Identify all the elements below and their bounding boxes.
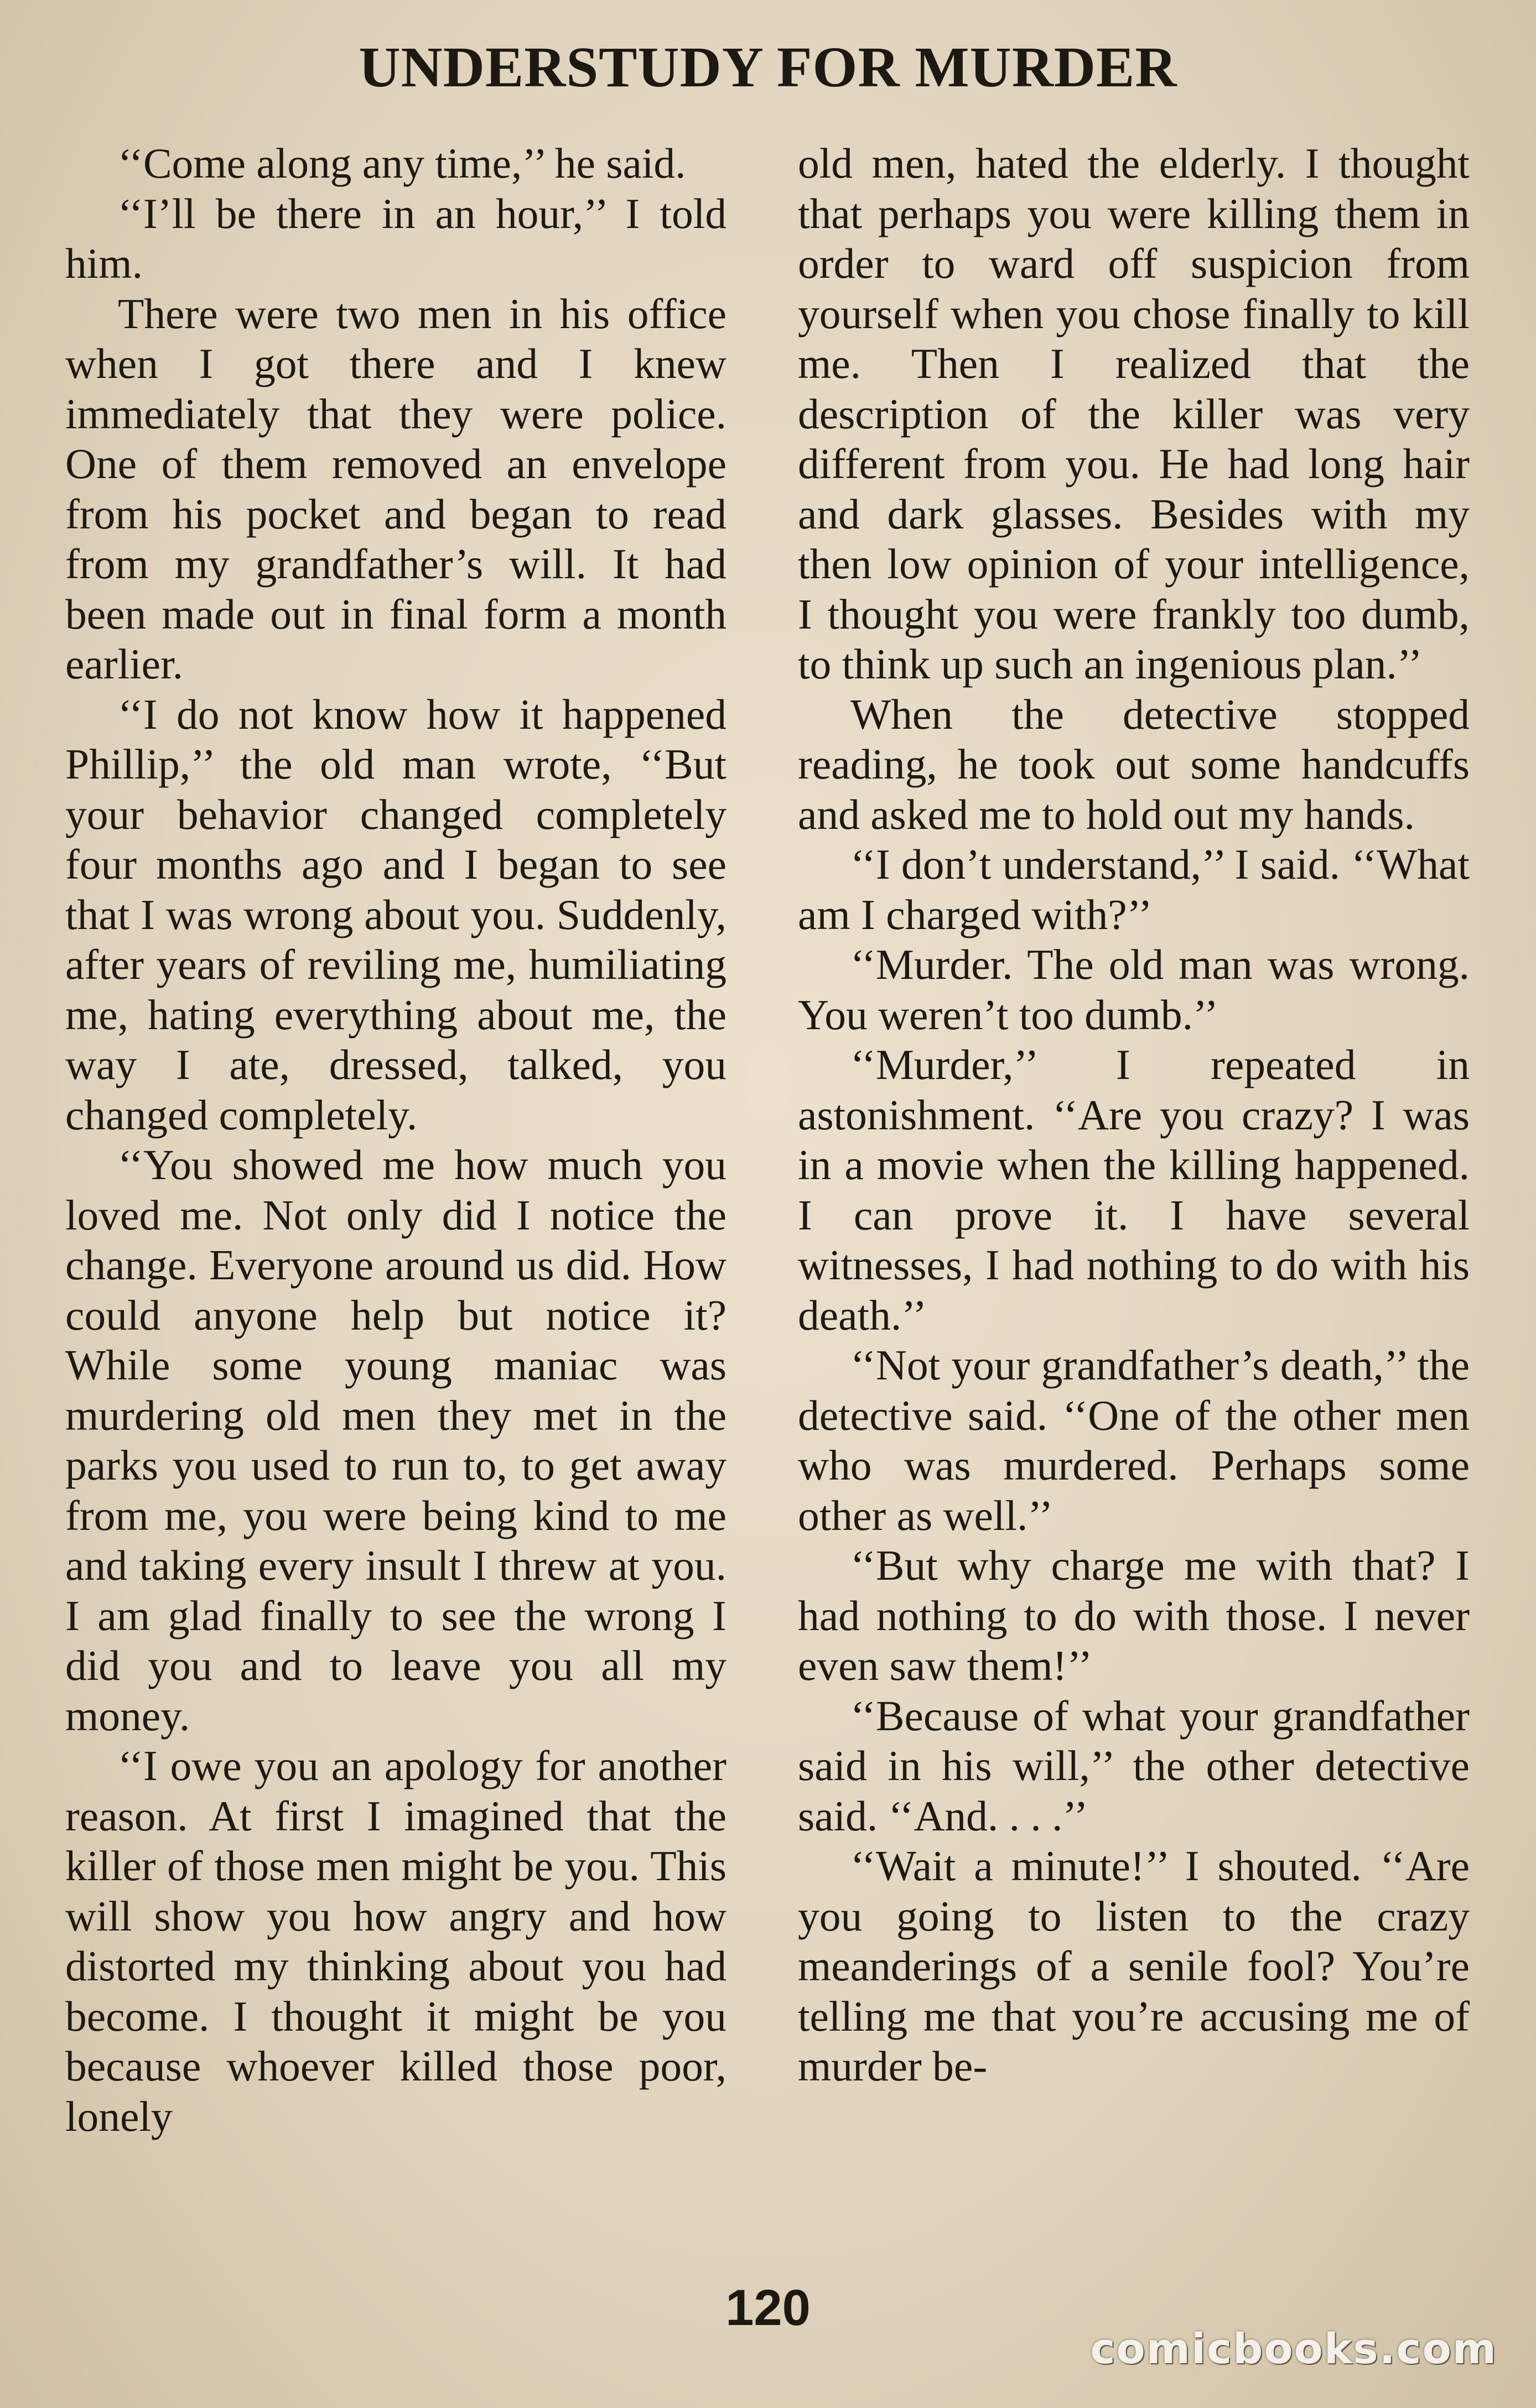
paragraph: ‘‘Wait a minute!’’ I shouted. ‘‘Are you going to listen to the crazy meanderings of a senile fool? You’re telling me that you’re accusing me of murder be- xyxy=(798,1842,1470,2090)
watermark: comicbooks.com xyxy=(1090,2324,1497,2373)
left-column xyxy=(65,138,727,2141)
paragraph: ‘‘I don’t understand,’’ I said. ‘‘What am I charged with?’’ xyxy=(798,840,1470,938)
page-header-title: UNDERSTUDY FOR MURDER xyxy=(359,35,1177,99)
paragraph: old men, hated the elderly. I thought that perhaps you were killing them in order to ward off suspicion from yourself when you chose finally to kill me. Then I realized that the description of the killer was very different from you. He had long hair and dark glasses. Besides with my then low opinion of your intelligence, I thought you were frankly too dumb, to think up such an ingenious plan.’’ xyxy=(798,139,1470,688)
paragraph: ‘‘Murder. The old man was wrong. You weren’t too dumb.’’ xyxy=(798,941,1470,1039)
paragraph: ‘‘Not your grandfather’s death,’’ the detective said. ‘‘One of the other men who was murdered. Perhaps some other as well.’’ xyxy=(798,1341,1470,1539)
paragraph: ‘‘Because of what your grandfather said in his will,’’ the other detective said. ‘‘And. . . .’’ xyxy=(798,1691,1470,1840)
paragraph: When the detective stopped reading, he took out some handcuffs and asked me to hold out my hands. xyxy=(798,690,1470,838)
right-column xyxy=(798,138,1470,2092)
paragraph: ‘‘I owe you an apology for another reason. At first I imagined that the killer of those men might be you. This will show you how angry and how distorted my thinking about you had become. I thought it might be you because whoever killed those poor, lonely xyxy=(65,1742,727,2140)
paragraph: ‘‘I do not know how it happened Phillip,’’ the old man wrote, ‘‘But your behavior changed completely four months ago and I began to see that I was wrong about you. Suddenly, after years of reviling me, humiliating me, hating everything about me, the way I ate, dressed, talked, you changed completely. xyxy=(65,690,727,1139)
paragraph: There were two men in his office when I got there and I knew immediately that they were police. One of them removed an envelope from his pocket and began to read from my grandfather’s will. It had been made out in final form a month earlier. xyxy=(65,289,727,688)
paragraph: ‘‘Murder,’’ I repeated in astonishment. ‘‘Are you crazy? I was in a movie when the killing happened. I can prove it. I have several witnesses, I had nothing to do with his death.’’ xyxy=(798,1041,1470,1339)
paragraph: ‘‘I’ll be there in an hour,’’ I told him. xyxy=(65,189,727,287)
paragraph: ‘‘You showed me how much you loved me. Not only did I notice the change. Everyone around us did. How could anyone help but notice it? While some young maniac was murdering old men they met in the parks you used to run to, to get away from me, you were being kind to me and taking every insult I threw at you. I am glad finally to see the wrong I did you and to leave you all my money. xyxy=(65,1141,727,1740)
paragraph: ‘‘Come along any time,’’ he said. xyxy=(118,139,686,187)
paragraph: ‘‘But why charge me with that? I had nothing to do with those. I never even saw them!’’ xyxy=(798,1542,1470,1689)
page-number: 120 xyxy=(725,2280,811,2336)
